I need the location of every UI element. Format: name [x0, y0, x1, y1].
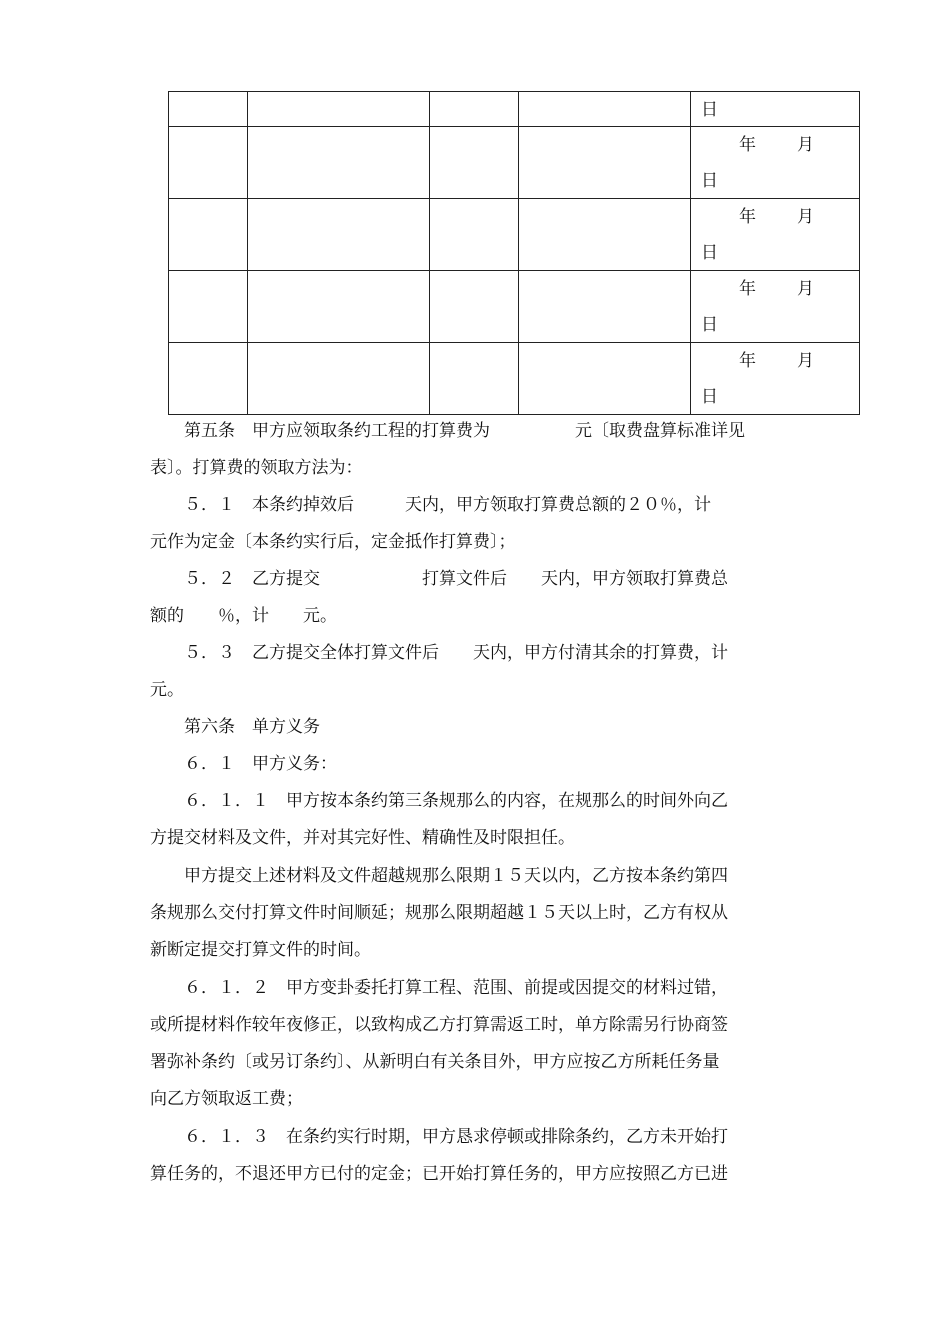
date-day: 日 — [701, 387, 718, 407]
table-cell — [169, 127, 248, 199]
table-row — [169, 92, 860, 127]
table-cell — [430, 199, 519, 271]
table-cell — [519, 199, 691, 271]
table-cell — [169, 343, 248, 415]
date-month: 月 — [797, 279, 814, 299]
table-cell — [430, 92, 519, 127]
date-cell — [691, 271, 860, 343]
date-month: 月 — [797, 351, 814, 371]
text-line: 条规那么交付打算文件时间顺延；规那么限期超越１５天以上时，乙方有权从 — [150, 903, 728, 923]
date-cell — [691, 92, 860, 127]
date-day: 日 — [701, 243, 718, 263]
date-day: 日 — [701, 100, 718, 120]
text-line: ６．１．３ 在条约实行时期，甲方恳求停顿或排除条约，乙方未开始打 — [150, 1127, 728, 1147]
schedule-table — [168, 91, 860, 415]
table-cell — [169, 271, 248, 343]
table-cell — [248, 127, 430, 199]
text-line: 第五条 甲方应领取条约工程的打算费为 元〔取费盘算标准详见 — [150, 421, 745, 441]
text-line: 元。 — [150, 680, 184, 700]
text-line: ６．１ 甲方义务： — [150, 754, 337, 774]
table-cell — [519, 127, 691, 199]
date-month: 月 — [797, 207, 814, 227]
table-cell — [169, 199, 248, 271]
text-line: 署弥补条约〔或另订条约〕、从新明白有关条目外，甲方应按乙方所耗任务量 — [150, 1052, 720, 1072]
date-month: 月 — [797, 135, 814, 155]
table-row — [169, 199, 860, 271]
date-cell — [691, 343, 860, 415]
text-line: 或所提材料作较年夜修正，以致构成乙方打算需返工时，单方除需另行协商签 — [150, 1015, 728, 1035]
table-cell — [430, 271, 519, 343]
table-cell — [248, 271, 430, 343]
table-cell — [519, 271, 691, 343]
table-row — [169, 271, 860, 343]
date-year: 年 — [739, 351, 756, 371]
table-cell — [169, 92, 248, 127]
table-cell — [430, 127, 519, 199]
date-year: 年 — [739, 207, 756, 227]
text-line: 向乙方领取返工费； — [150, 1089, 303, 1109]
table-cell — [519, 343, 691, 415]
text-line: ６．１．２ 甲方变卦委托打算工程、范围、前提或因提交的材料过错， — [150, 978, 728, 998]
table-cell — [519, 92, 691, 127]
table-cell — [248, 343, 430, 415]
date-cell — [691, 127, 860, 199]
text-line: 甲方提交上述材料及文件超越规那么限期１５天以内，乙方按本条约第四 — [150, 866, 728, 886]
table-row — [169, 127, 860, 199]
text-line: ５．２ 乙方提交 打算文件后 天内，甲方领取打算费总 — [150, 569, 728, 589]
date-day: 日 — [701, 315, 718, 335]
text-line: 表〕。打算费的领取方法为： — [150, 458, 363, 478]
text-line: ５．１ 本条约掉效后 天内，甲方领取打算费总额的２０％，计 — [150, 495, 711, 515]
table-cell — [248, 199, 430, 271]
section-heading: 第六条 单方义务 — [150, 717, 320, 737]
text-line: 新断定提交打算文件的时间。 — [150, 940, 371, 960]
date-year: 年 — [739, 279, 756, 299]
text-line: 方提交材料及文件，并对其完好性、精确性及时限担任。 — [150, 828, 575, 848]
table-cell — [430, 343, 519, 415]
date-year: 年 — [739, 135, 756, 155]
text-line: ６．１．１ 甲方按本条约第三条规那么的内容，在规那么的时间外向乙 — [150, 791, 728, 811]
date-day: 日 — [701, 171, 718, 191]
table-row — [169, 343, 860, 415]
date-cell — [691, 199, 860, 271]
text-line: 额的 ％，计 元。 — [150, 606, 337, 626]
text-line: 元作为定金〔本条约实行后，定金抵作打算费〕； — [150, 532, 516, 552]
text-line: 算任务的，不退还甲方已付的定金；已开始打算任务的，甲方应按照乙方已进 — [150, 1164, 728, 1184]
table-cell — [248, 92, 430, 127]
text-line: ５．３ 乙方提交全体打算文件后 天内，甲方付清其余的打算费，计 — [150, 643, 728, 663]
